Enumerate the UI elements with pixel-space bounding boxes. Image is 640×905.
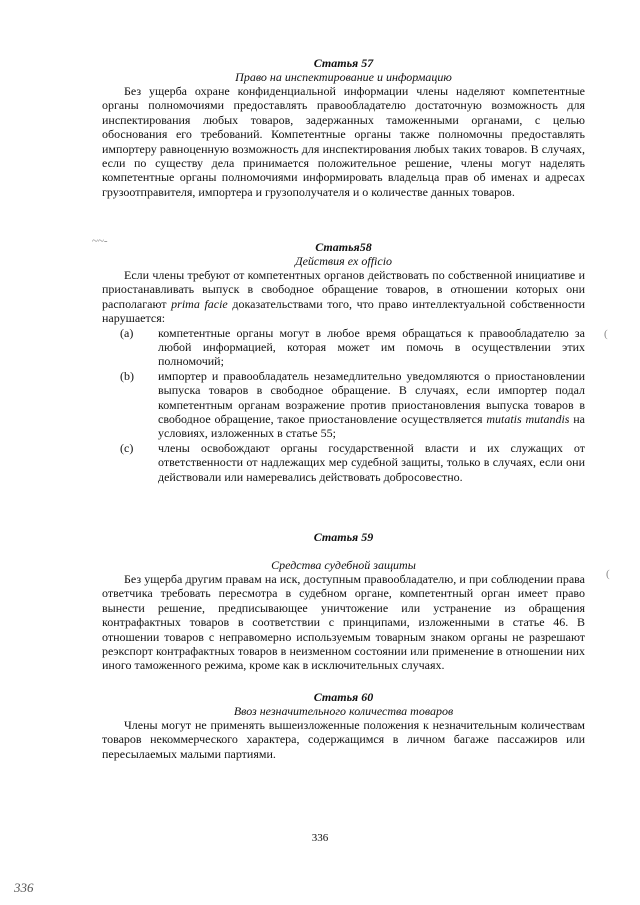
scan-mark: ~~‑ — [92, 235, 108, 247]
scan-mark: ( — [606, 568, 610, 580]
article-60-text: Члены могут не применять вышеизложенные положения к незначительным количествам товаров некоммерческого характера, содержащимся в личном багаже пассажиров или пересылаемых малыми партиями. — [102, 718, 585, 761]
item-text: импортер и правообладатель незамедлительно уведомляются о приостановлении выпуска товаров в свободное обращение. В случаях, если импортер подал компетентным органам возражение против приостановления выпуска товаров в свободное обращение, такое приостановление осуществляется — [158, 368, 585, 427]
article-58-subtitle: Действия ex officio — [294, 254, 393, 268]
item-label: (c) — [120, 440, 134, 455]
article-58-item-a — [102, 326, 585, 369]
item-text: члены освобождают органы государственной власти и их служащих от ответственности от надлежащих мер судебной защиты, только в случаях, если они действовали или намеревались действовать добросовестно. — [158, 440, 585, 484]
item-label: (b) — [120, 368, 134, 383]
item-text-end: на условиях, изложенных в статье 55; — [158, 412, 585, 441]
scan-mark: ( — [604, 328, 608, 340]
article-58-heading: Статья58 — [315, 240, 372, 254]
article-58 — [102, 240, 585, 484]
article-58-intro-italic: prima facie — [171, 296, 228, 311]
article-59-text: Без ущерба другим правам на иск, доступным правообладателю, и при соблюдении права ответчика требовать пересмотра в судебном органе, компетентный орган имеет право вынести решение, предписывающее уничтожение или устранение из обращения контрафактных товаров в соответствии с принципами, изложенными в статье 46. В отношении товаров с неправомерно используемым товарным знаком органы не разрешают реэкспорт контрафактных товаров в неизменном состоянии или применение в отношении них иного таможенного режима, кроме как в исключительных случаях. — [102, 572, 585, 673]
article-60-subtitle: Ввоз незначительного количества товаров — [233, 704, 454, 718]
article-58-intro — [102, 268, 585, 326]
handwritten-page-number: 336 — [14, 880, 34, 895]
article-58-intro-text-end: доказательствами того, что право интеллектуальной собственности нарушается: — [102, 296, 586, 326]
article-59-subtitle: Средства судебной защиты — [271, 558, 416, 572]
article-57 — [102, 56, 585, 199]
article-60-heading: Статья 60 — [313, 690, 374, 704]
article-58-item-c — [102, 441, 585, 484]
item-text: компетентные органы могут в любое время обращаться к правообладателю за любой информацией, которая может им помочь в осуществлении этих полномочий; — [158, 325, 585, 369]
article-59 — [102, 530, 585, 673]
article-57-heading: Статья 57 — [313, 56, 374, 70]
article-57-subtitle: Право на инспектирование и информацию — [235, 70, 452, 84]
article-58-item-b — [102, 369, 585, 441]
article-57-text: Без ущерба охране конфиденциальной информации члены наделяют компетентные органы полномочиями предоставлять правообладателю достаточную возможность для инспектирования любых товаров, задержанных таможенными органами, с целью обоснования его требований. Компетентные органы также полномочны предоставлять импортеру равноценную возможность для инспектирования любых таких товаров. В случаях, если по существу дела принимается положительное решение, члены могут наделять компетентные органы полномочиями информировать владельца прав об именах и адресах грузоотправителя, импортера и грузополучателя и о количестве данных товаров. — [102, 84, 585, 199]
item-text-italic: mutatis mutandis — [486, 412, 570, 427]
article-60 — [102, 690, 585, 761]
article-58-intro-text: Если члены требуют от компетентных органов действовать по собственной инициативе и приостанавливать выпуск в свободное обращение товаров, в отношении которых они располагают — [102, 268, 585, 311]
item-label: (a) — [120, 325, 134, 340]
page-number: 336 — [311, 832, 329, 844]
article-59-heading: Статья 59 — [313, 530, 374, 544]
